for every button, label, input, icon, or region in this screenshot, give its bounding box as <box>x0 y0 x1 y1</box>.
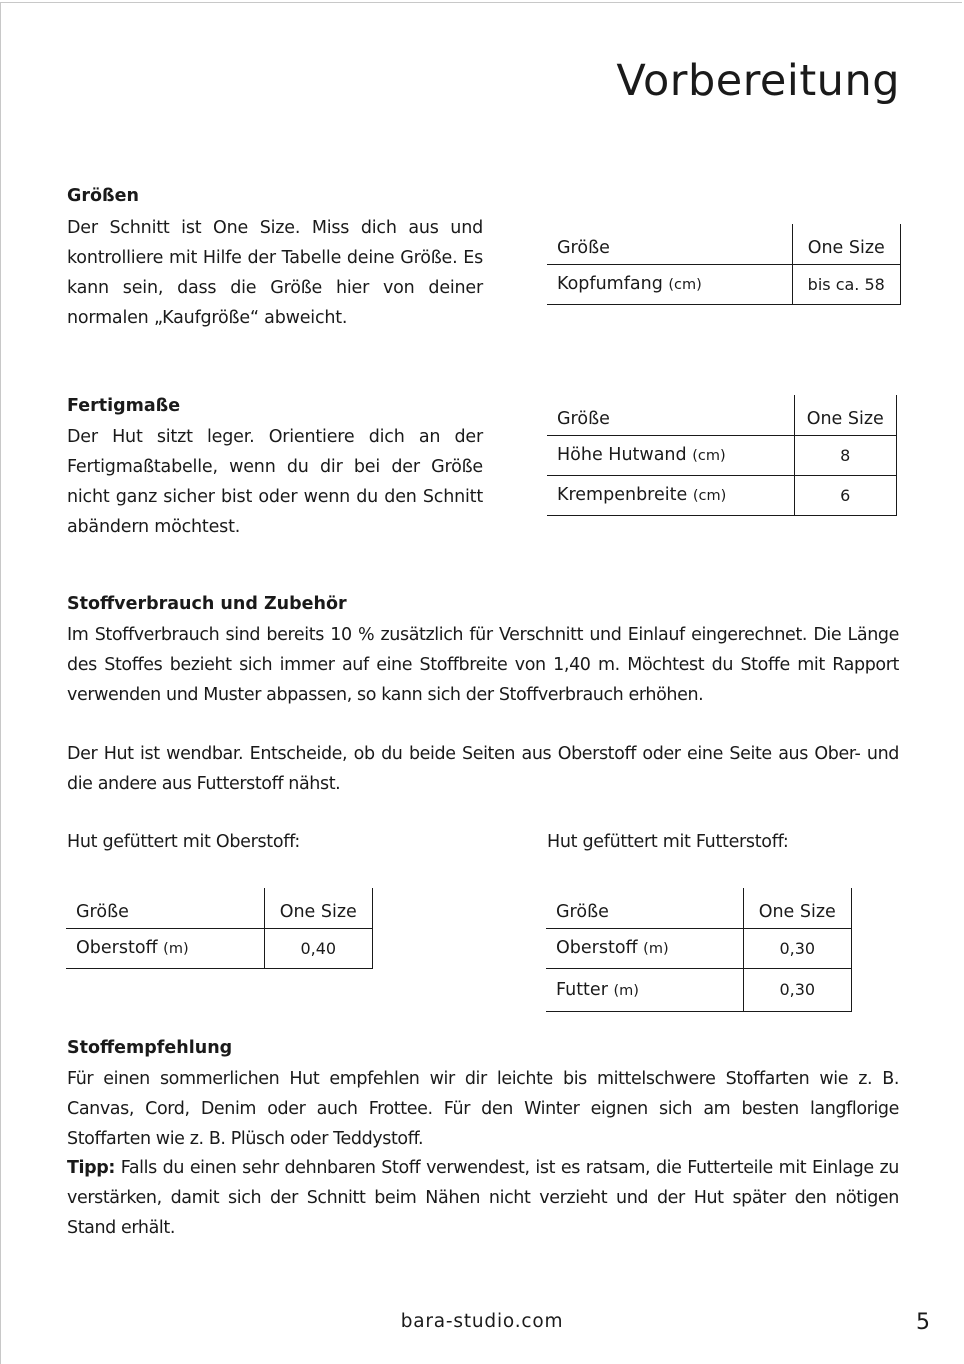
table-header-row <box>546 888 852 928</box>
outer-lined-label: Hut gefüttert mit Oberstoff: <box>67 832 300 852</box>
lining-lined-table <box>546 888 852 1012</box>
table-header-label: Größe <box>546 888 743 928</box>
table-header-row <box>547 395 897 435</box>
table-row <box>546 928 852 968</box>
reversible-text: Der Hut ist wendbar. Entscheide, ob du beide Seiten aus Oberstoff oder eine Seite aus Ober- und die andere aus Futterstoff nähst. <box>67 744 899 794</box>
row-label: Höhe Hutwand (cm) <box>547 435 794 475</box>
row-label: Kopfumfang (cm) <box>547 264 792 304</box>
table-row <box>66 928 373 968</box>
fabric-recommendation-text: Für einen sommerlichen Hut empfehlen wir dir leichte bis mittelschwere Stoffarten wie z. B. Canvas, Cord, Denim oder auch Frottee. Für den Winter eignen sich am besten langflorige Stoffarten wie z. B. Plüsch oder Teddystoff. <box>67 1069 899 1149</box>
page-number: 5 <box>916 1310 930 1335</box>
finished-text: Der Hut sitzt leger. Orientiere dich an der Fertigmaßtabelle, wenn du dir bei der Größe nicht ganz sicher bist oder wenn du den Schnitt abändern möchtest. <box>67 427 483 537</box>
row-value: bis ca. 58 <box>792 264 901 304</box>
row-value: 0,40 <box>264 928 373 968</box>
table-header-label: Größe <box>66 888 264 928</box>
table-header-row <box>66 888 373 928</box>
table-header-value: One Size <box>264 888 373 928</box>
table-header-value: One Size <box>794 395 897 435</box>
row-value: 6 <box>794 475 897 515</box>
row-value: 8 <box>794 435 897 475</box>
table-row <box>547 264 901 304</box>
lining-lined-label: Hut gefüttert mit Futterstoff: <box>547 832 789 852</box>
table-header-value: One Size <box>743 888 852 928</box>
tip-paragraph <box>67 1153 899 1243</box>
sizes-heading: Größen <box>67 186 139 206</box>
outer-lined-table <box>66 888 373 969</box>
table-header-value: One Size <box>792 224 901 264</box>
table-row <box>547 435 897 475</box>
row-label: Futter (m) <box>546 968 743 1011</box>
table-header-label: Größe <box>547 395 794 435</box>
table-row <box>547 475 897 515</box>
finished-heading: Fertigmaße <box>67 396 181 416</box>
table-row <box>546 968 852 1011</box>
fabric-usage-text: Im Stoffverbrauch sind bereits 10 % zusätzlich für Verschnitt und Einlauf eingerechnet. Die Länge des Stoffes bezieht sich immer auf eine Stoffbreite von 1,40 m. Möchtest du Stoffe mit Rapport verwenden und Muster abpassen, so kann sich der Stoffverbrauch erhöhen. <box>67 625 899 705</box>
sizes-text: Der Schnitt ist One Size. Miss dich aus und kontrolliere mit Hilfe der Tabelle deine Größe. Es kann sein, dass die Größe hier von deiner normalen „Kaufgröße“ abweicht. <box>67 218 483 328</box>
row-value: 0,30 <box>743 928 852 968</box>
footer-website-link[interactable]: bara-studio.com <box>400 1311 564 1332</box>
fabric-usage-heading: Stoffverbrauch und Zubehör <box>67 594 347 614</box>
finished-table <box>547 395 897 516</box>
tip-label: Tipp: <box>67 1158 115 1178</box>
sizes-table <box>547 224 901 305</box>
page-title: Vorbereitung <box>616 56 900 106</box>
row-label: Oberstoff (m) <box>66 928 264 968</box>
fabric-recommendation-heading: Stoffempfehlung <box>67 1038 233 1058</box>
table-header-row <box>547 224 901 264</box>
row-label: Krempenbreite (cm) <box>547 475 794 515</box>
tip-text: Falls du einen sehr dehnbaren Stoff verwendest, ist es ratsam, die Futterteile mit Einlage zu verstärken, damit sich der Schnitt beim Nähen nicht verzieht und der Hut später den nötigen Stand erhält. <box>67 1158 899 1238</box>
table-header-label: Größe <box>547 224 792 264</box>
row-label: Oberstoff (m) <box>546 928 743 968</box>
row-value: 0,30 <box>743 968 852 1011</box>
